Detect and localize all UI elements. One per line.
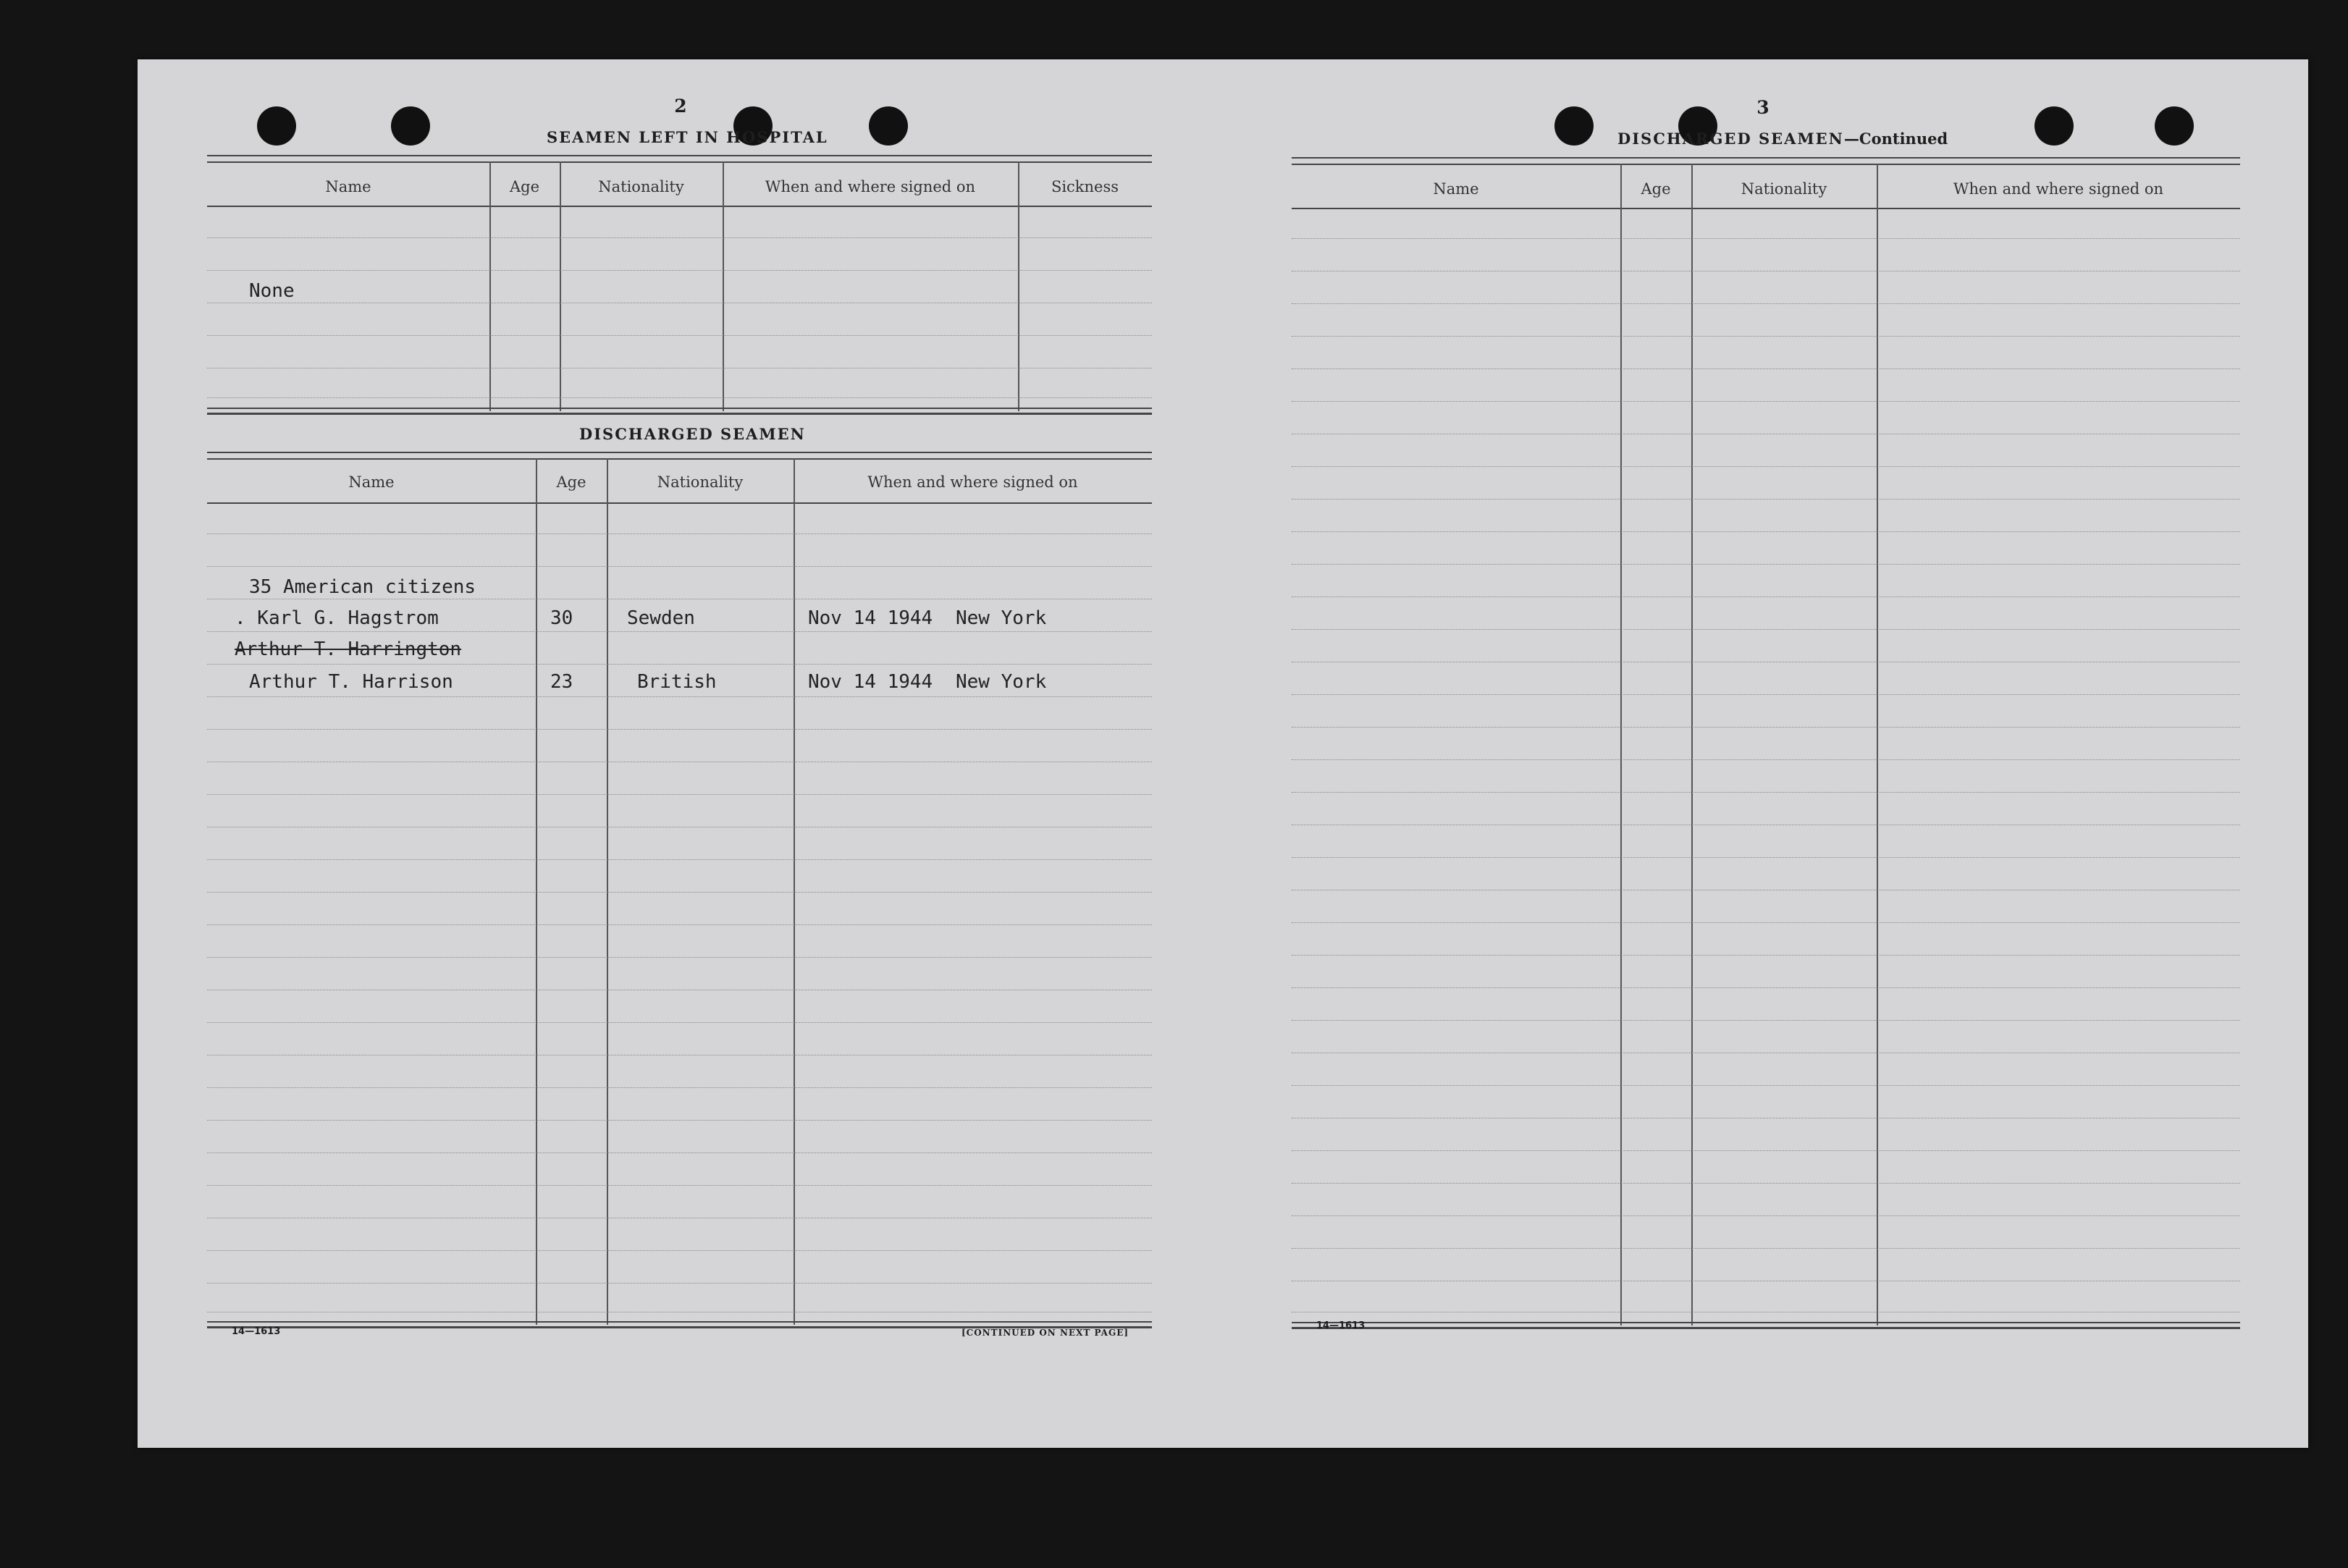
form-number-right: 14—1613	[1316, 1320, 1366, 1331]
entry-place: New York	[956, 671, 1047, 693]
right-page-title	[1617, 130, 1948, 148]
discharged-header-nationality: Nationality	[657, 473, 744, 491]
entry-name-struck: Arthur T. Harrington	[235, 638, 462, 660]
punch-hole	[391, 106, 430, 146]
punch-hole	[2034, 106, 2074, 146]
entry-name: Arthur T. Harrison	[249, 671, 453, 693]
entry-age: 23	[550, 671, 573, 693]
discharged-header-name: Name	[348, 473, 395, 491]
punch-hole	[2155, 106, 2194, 146]
continued-header-age: Age	[1641, 180, 1671, 198]
discharged-section-title: DISCHARGED SEAMEN	[579, 425, 806, 443]
page-number-right: 3	[1756, 97, 1770, 118]
hospital-table	[207, 155, 1152, 466]
hospital-header-signed-on: When and where signed on	[765, 178, 976, 195]
form-number-left: 14—1613	[232, 1326, 281, 1337]
entry-date: Nov 14 1944	[808, 607, 933, 629]
entry-place: New York	[956, 607, 1047, 629]
entry-date: Nov 14 1944	[808, 671, 933, 693]
ledger-sheet	[138, 59, 2308, 1448]
punch-hole	[257, 106, 296, 146]
discharged-continued-table	[1292, 157, 2240, 1388]
hospital-header-age: Age	[509, 178, 540, 195]
right-page-title-text: DISCHARGED SEAMEN	[1617, 130, 1844, 148]
continued-header-signed-on: When and where signed on	[1953, 180, 2164, 198]
hospital-header-name: Name	[325, 178, 371, 195]
right-page-title-suffix: —Continued	[1843, 130, 1948, 148]
hospital-header-sickness: Sickness	[1051, 178, 1119, 195]
hospital-header-nationality: Nationality	[598, 178, 684, 195]
page-number-left: 2	[674, 96, 687, 117]
continued-note: [CONTINUED ON NEXT PAGE]	[961, 1328, 1129, 1338]
discharged-table	[207, 452, 1152, 1393]
entry-nationality: British	[637, 671, 717, 693]
discharged-header-signed-on: When and where signed on	[867, 473, 1078, 491]
punch-hole	[1554, 106, 1594, 146]
discharged-header-age: Age	[556, 473, 586, 491]
entry-nationality: Sewden	[627, 607, 695, 629]
entry-name: . Karl G. Hagstrom	[235, 607, 439, 629]
hospital-entry-none: None	[249, 280, 295, 302]
continued-header-nationality: Nationality	[1741, 180, 1827, 198]
punch-hole	[869, 106, 908, 146]
continued-header-name: Name	[1433, 180, 1479, 198]
entry-age: 30	[550, 607, 573, 629]
entry-name: 35 American citizens	[249, 576, 476, 598]
hospital-section-title: SEAMEN LEFT IN HOSPITAL	[547, 128, 828, 146]
